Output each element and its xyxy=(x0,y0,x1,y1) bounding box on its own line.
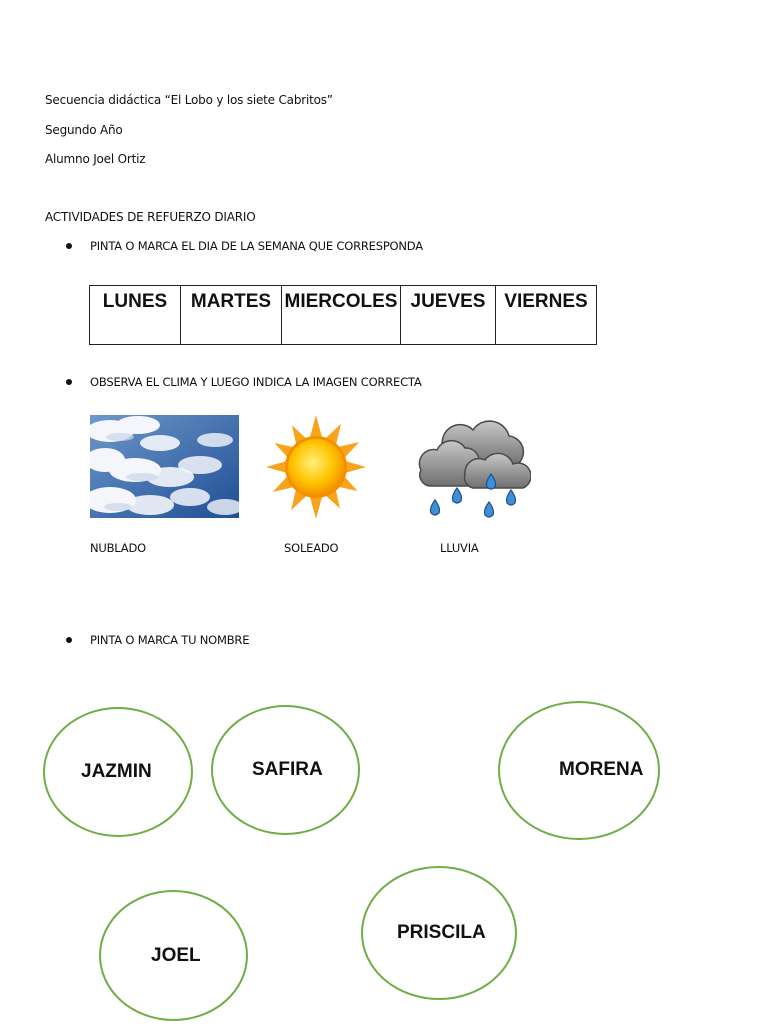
name-label-safira: SAFIRA xyxy=(252,759,323,780)
activity-text: PINTA O MARCA TU NOMBRE xyxy=(90,633,250,647)
document-title: Secuencia didáctica “El Lobo y los siete Cabritos” xyxy=(45,93,333,107)
rain-cloud-icon[interactable] xyxy=(413,408,531,520)
activity-text: PINTA O MARCA EL DIA DE LA SEMANA QUE CORRESPONDA xyxy=(90,239,423,253)
bullet-dot xyxy=(66,243,72,249)
student-name-line: Alumno Joel Ortiz xyxy=(45,152,146,166)
weather-label-nublado: NUBLADO xyxy=(90,541,146,555)
activity-text: OBSERVA EL CLIMA Y LUEGO INDICA LA IMAGEN CORRECTA xyxy=(90,375,422,389)
cloudy-sky-photo[interactable] xyxy=(90,415,239,518)
bullet-dot xyxy=(66,637,72,643)
name-label-morena: MORENA xyxy=(559,759,644,780)
day-cell-viernes[interactable]: VIERNES xyxy=(496,286,597,345)
name-label-priscila: PRISCILA xyxy=(397,922,486,943)
activity-instruction-weather xyxy=(90,375,422,389)
days-table xyxy=(89,285,597,345)
day-cell-miercoles[interactable]: MIERCOLES xyxy=(282,286,401,345)
name-label-joel: JOEL xyxy=(151,945,201,966)
name-label-jazmin: JAZMIN xyxy=(81,761,152,782)
day-cell-jueves[interactable]: JUEVES xyxy=(401,286,496,345)
day-cell-martes[interactable]: MARTES xyxy=(181,286,282,345)
weather-label-soleado: SOLEADO xyxy=(284,541,339,555)
weather-label-lluvia: LLUVIA xyxy=(440,541,479,555)
bullet-dot xyxy=(66,379,72,385)
section-title: ACTIVIDADES DE REFUERZO DIARIO xyxy=(45,210,256,224)
grade-line: Segundo Año xyxy=(45,123,123,137)
activity-instruction-days xyxy=(90,239,423,253)
sun-icon[interactable] xyxy=(266,414,366,520)
activity-instruction-names xyxy=(90,633,249,647)
day-cell-lunes[interactable]: LUNES xyxy=(90,286,181,345)
